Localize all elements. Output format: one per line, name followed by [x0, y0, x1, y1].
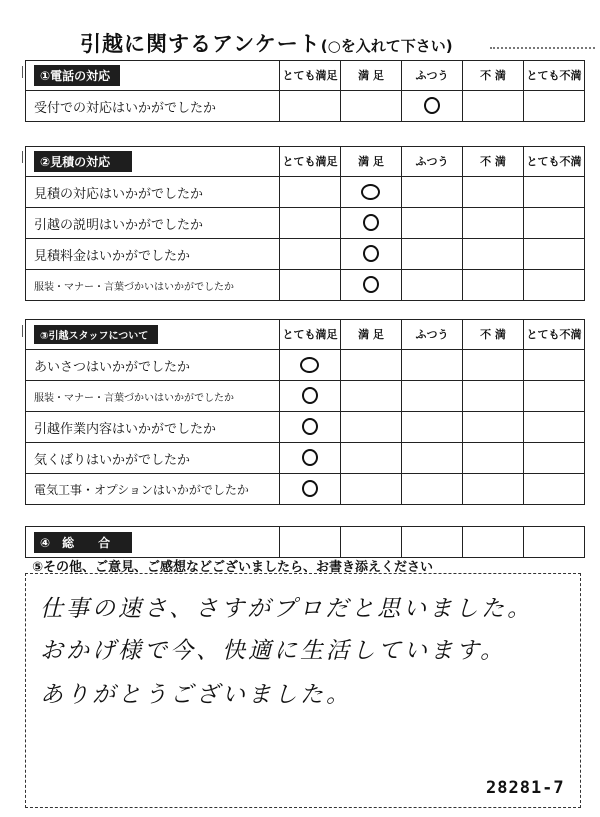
answer-cell[interactable] — [463, 381, 524, 412]
answer-cell[interactable] — [463, 412, 524, 443]
answer-cell[interactable] — [280, 208, 341, 239]
answer-cell[interactable] — [341, 208, 402, 239]
answer-cell[interactable] — [341, 474, 402, 505]
question-row — [26, 412, 585, 443]
question-text: 見積の対応はいかがでしたか — [26, 177, 280, 208]
overall-row — [26, 527, 585, 558]
circle-mark — [300, 357, 319, 373]
answer-cell[interactable] — [341, 270, 402, 301]
section-3-header-row — [26, 320, 585, 350]
answer-cell[interactable] — [463, 239, 524, 270]
section-2-label-cell — [26, 147, 280, 177]
question-row — [26, 270, 585, 301]
answer-cell[interactable] — [524, 527, 585, 558]
option-header-satisfied: 満 足 — [341, 61, 402, 91]
answer-cell[interactable] — [463, 270, 524, 301]
circle-mark — [302, 480, 318, 497]
question-text: 電気工事・オプションはいかがでしたか — [26, 474, 280, 505]
question-row — [26, 443, 585, 474]
answer-cell[interactable] — [463, 208, 524, 239]
question-row — [26, 208, 585, 239]
question-text: 見積料金はいかがでしたか — [26, 239, 280, 270]
circle-mark — [363, 245, 379, 262]
circle-mark — [424, 97, 440, 114]
answer-cell[interactable] — [524, 412, 585, 443]
answer-cell[interactable] — [402, 350, 463, 381]
option-header-dissatisfied: 不 満 — [463, 320, 524, 350]
answer-cell[interactable] — [402, 270, 463, 301]
answer-cell[interactable] — [280, 350, 341, 381]
answer-cell[interactable] — [524, 239, 585, 270]
question-text: 気くばりはいかがでしたか — [26, 443, 280, 474]
title-dotted-rule — [490, 47, 595, 49]
answer-cell[interactable] — [524, 474, 585, 505]
margin-mark — [22, 66, 23, 78]
option-header-satisfied: 満 足 — [341, 320, 402, 350]
answer-cell[interactable] — [402, 527, 463, 558]
option-header-satisfied: 満 足 — [341, 147, 402, 177]
question-text: 引越作業内容はいかがでしたか — [26, 412, 280, 443]
option-header-very-satisfied: とても満足 — [280, 320, 341, 350]
answer-cell[interactable] — [463, 443, 524, 474]
form-title-note: (○を入れて下さい) — [320, 37, 453, 55]
question-row — [26, 177, 585, 208]
option-header-neutral: ふつう — [402, 61, 463, 91]
option-header-very-dissatisfied: とても不満 — [524, 61, 585, 91]
circle-mark — [363, 276, 379, 293]
answer-cell[interactable] — [402, 443, 463, 474]
margin-mark — [22, 151, 23, 163]
answer-cell[interactable] — [463, 350, 524, 381]
section-2-table — [25, 146, 585, 301]
handwritten-line: おかげ様で今、快適に生活しています。 — [40, 638, 507, 664]
answer-cell[interactable] — [402, 91, 463, 122]
question-text: 受付での対応はいかがでしたか — [26, 91, 280, 122]
answer-cell[interactable] — [341, 239, 402, 270]
answer-cell[interactable] — [524, 350, 585, 381]
answer-cell[interactable] — [341, 177, 402, 208]
option-header-very-satisfied: とても満足 — [280, 61, 341, 91]
answer-cell[interactable] — [402, 208, 463, 239]
question-row — [26, 239, 585, 270]
answer-cell[interactable] — [524, 443, 585, 474]
answer-cell[interactable] — [524, 91, 585, 122]
section-1-table — [25, 60, 585, 122]
answer-cell[interactable] — [280, 412, 341, 443]
handwritten-line: 仕事の速さ、さすがプロだと思いました。 — [40, 596, 534, 622]
section-3-label: ③引越スタッフについて — [34, 325, 158, 344]
answer-cell[interactable] — [341, 381, 402, 412]
answer-cell[interactable] — [280, 381, 341, 412]
option-header-very-dissatisfied: とても不満 — [524, 320, 585, 350]
handwritten-line: ありがとうございました。 — [40, 682, 352, 708]
question-text: 服装・マナー・言葉づかいはいかがでしたか — [26, 270, 280, 301]
question-row — [26, 474, 585, 505]
answer-cell[interactable] — [463, 527, 524, 558]
option-header-neutral: ふつう — [402, 147, 463, 177]
answer-cell[interactable] — [341, 527, 402, 558]
answer-cell[interactable] — [402, 412, 463, 443]
section-3-label-cell — [26, 320, 280, 350]
answer-cell[interactable] — [280, 474, 341, 505]
option-header-dissatisfied: 不 満 — [463, 61, 524, 91]
answer-cell[interactable] — [341, 91, 402, 122]
answer-cell[interactable] — [463, 474, 524, 505]
answer-cell[interactable] — [402, 381, 463, 412]
section-3-table — [25, 319, 585, 505]
answer-cell[interactable] — [402, 239, 463, 270]
section-1-label: ①電話の対応 — [34, 65, 120, 86]
section-2-label: ②見積の対応 — [34, 151, 132, 172]
overall-label-cell — [26, 527, 280, 558]
answer-cell[interactable] — [463, 91, 524, 122]
question-row — [26, 350, 585, 381]
question-row — [26, 381, 585, 412]
option-header-very-satisfied: とても満足 — [280, 147, 341, 177]
margin-mark — [22, 325, 23, 337]
answer-cell[interactable] — [280, 177, 341, 208]
section-2-header-row — [26, 147, 585, 177]
circle-mark — [302, 387, 318, 404]
answer-cell[interactable] — [524, 208, 585, 239]
overall-label: ④ 総 合 — [34, 532, 132, 553]
circle-mark — [361, 184, 380, 200]
answer-cell[interactable] — [280, 527, 341, 558]
answer-cell[interactable] — [341, 412, 402, 443]
comments-header: ⑤その他、ご意見、ご感想などございましたら、お書き添えください — [32, 560, 434, 575]
form-title — [80, 28, 540, 58]
form-code: 28281-7 — [486, 778, 565, 798]
answer-cell[interactable] — [524, 381, 585, 412]
circle-mark — [302, 449, 318, 466]
section-1-label-cell — [26, 61, 280, 91]
form-title-text: 引越に関するアンケート — [80, 32, 321, 56]
circle-mark — [363, 214, 379, 231]
answer-cell[interactable] — [280, 270, 341, 301]
answer-cell[interactable] — [402, 177, 463, 208]
answer-cell[interactable] — [524, 177, 585, 208]
answer-cell[interactable] — [402, 474, 463, 505]
circle-mark — [302, 418, 318, 435]
answer-cell[interactable] — [280, 91, 341, 122]
answer-cell[interactable] — [280, 239, 341, 270]
answer-cell[interactable] — [341, 443, 402, 474]
answer-cell[interactable] — [463, 177, 524, 208]
option-header-dissatisfied: 不 満 — [463, 147, 524, 177]
answer-cell[interactable] — [280, 443, 341, 474]
option-header-very-dissatisfied: とても不満 — [524, 147, 585, 177]
question-text: あいさつはいかがでしたか — [26, 350, 280, 381]
answer-cell[interactable] — [524, 270, 585, 301]
question-text: 服装・マナー・言葉づかいはいかがでしたか — [26, 381, 280, 412]
option-header-neutral: ふつう — [402, 320, 463, 350]
section-4-table — [25, 526, 585, 558]
question-row — [26, 91, 585, 122]
answer-cell[interactable] — [341, 350, 402, 381]
question-text: 引越の説明はいかがでしたか — [26, 208, 280, 239]
section-1-header-row — [26, 61, 585, 91]
